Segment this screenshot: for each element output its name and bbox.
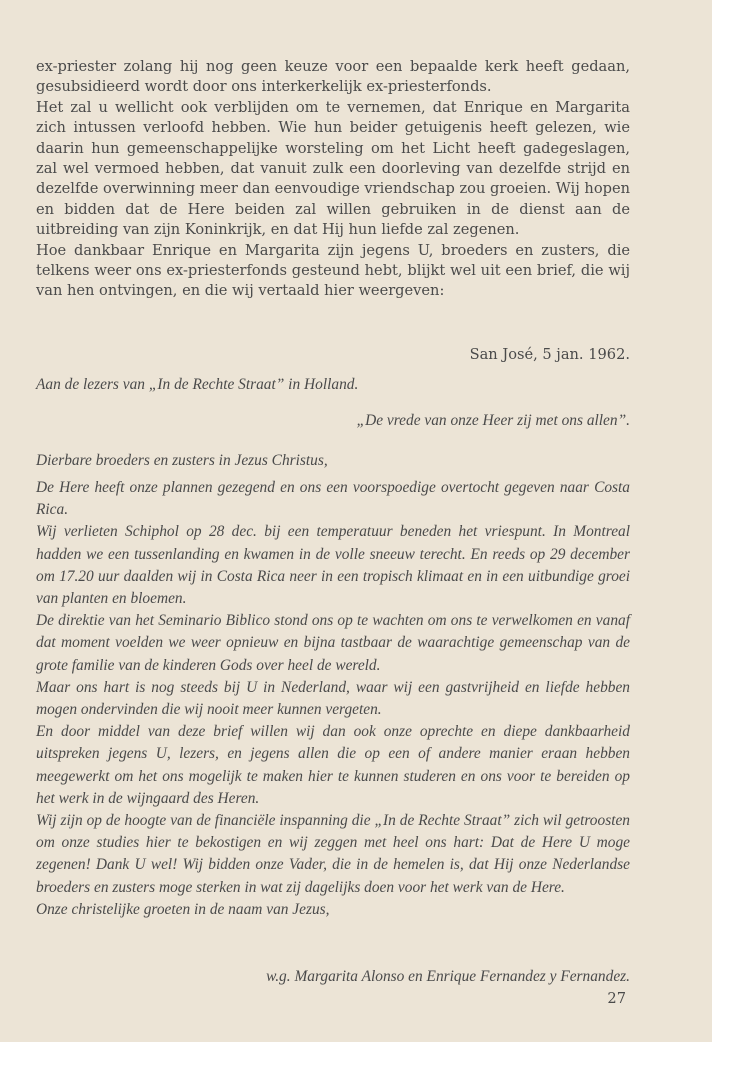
letter-greeting: Dierbare broeders en zusters in Jezus Christus, xyxy=(36,452,328,469)
letter-signature: w.g. Margarita Alonso en Enrique Fernandez y Fernandez. xyxy=(266,968,630,985)
page-number: 27 xyxy=(607,990,626,1007)
letter-addressee: Aan de lezers van „In de Rechte Straat” in Holland. xyxy=(36,376,359,393)
intro-paragraph: Hoe dankbaar Enrique en Margarita zijn jegens U, broeders en zusters, die telkens weer ons ex-priesterfonds gesteund hebt, blijkt wel uit een brief, die wij van hen ontvingen, en die wij vertaald hier weergeven: xyxy=(36,241,630,300)
letter-paragraph: De Here heeft onze plannen gezegend en ons een voorspoedige overtocht gegeven naar Costa Rica. xyxy=(36,479,630,519)
intro-paragraph: Het zal u wellicht ook verblijden om te vernemen, dat Enrique en Margarita zich intussen verloofd hebben. Wie hun beider getuigenis heeft gelezen, wie daarin hun gemeenschappelijke worsteling om het Licht heeft gadegeslagen, zal wel vermoed hebben, dat vanuit zulk een doorleving van dezelfde strijd en dezelfde overwinning meer dan eenvoudige vriendschap zou groeien. Wij hopen en bidden dat de Here beiden zal willen gebruiken in de dienst aan de uitbreiding van zijn Koninkrijk, en dat Hij hun liefde zal zegenen. xyxy=(36,98,630,239)
page-margin-right xyxy=(712,0,738,1068)
page-margin-bottom xyxy=(0,1042,738,1068)
letter-paragraph: De direktie van het Seminario Biblico stond ons op te wachten om ons te verwelkomen en vanaf dat moment voelden we weer opnieuw en bijna tastbaar de waarachtige gemeenschap van de grote familie van de kinderen Gods over heel de wereld. xyxy=(36,612,630,674)
place-date: San José, 5 jan. 1962. xyxy=(469,346,630,363)
letter-body xyxy=(36,477,630,921)
letter-paragraph: Onze christelijke groeten in de naam van Jezus, xyxy=(36,900,330,918)
intro-text xyxy=(36,57,630,302)
letter-paragraph: Wij verlieten Schiphol op 28 dec. bij een temperatuur beneden het vriespunt. In Montreal hadden we een tussenlanding en kwamen in de volle sneeuw terecht. En reeds op 29 december om 17.20 uur daalden wij in Costa Rica neer in een tropisch klimaat en in een uitbundige groei van planten en bloemen. xyxy=(36,523,630,608)
letter-paragraph: En door middel van deze brief willen wij dan ook onze oprechte en diepe dankbaarheid uitspreken jegens U, lezers, en jegens allen die op een of andere manier eraan hebben meegewerkt om het ons mogelijk te maken hier te kunnen studeren en ons voor te bereiden op het werk in de wijngaard des Heren. xyxy=(36,723,630,807)
intro-paragraph: ex-priester zolang hij nog geen keuze voor een bepaalde kerk heeft gedaan, gesubsidieerd wordt door ons interkerkelijk ex-priesterfonds. xyxy=(36,58,630,96)
letter-paragraph: Wij zijn op de hoogte van de financiële inspanning die „In de Rechte Straat” zich wil getroosten om onze studies hier te bekostigen en wij zeggen met heel ons hart: Dat de Here U moge zegenen! Dank U wel! Wij bidden onze Vader, die in de hemelen is, dat Hij onze Nederlandse broeders en zusters moge sterken in wat zij dagelijks doen voor het werk van de Here. xyxy=(36,812,630,896)
letter-paragraph: Maar ons hart is nog steeds bij U in Nederland, waar wij een gastvrijheid en liefde hebben mogen ondervinden die wij nooit meer kunnen vergeten. xyxy=(36,678,630,719)
letter-opening-quote: „De vrede van onze Heer zij met ons allen”. xyxy=(356,412,630,429)
